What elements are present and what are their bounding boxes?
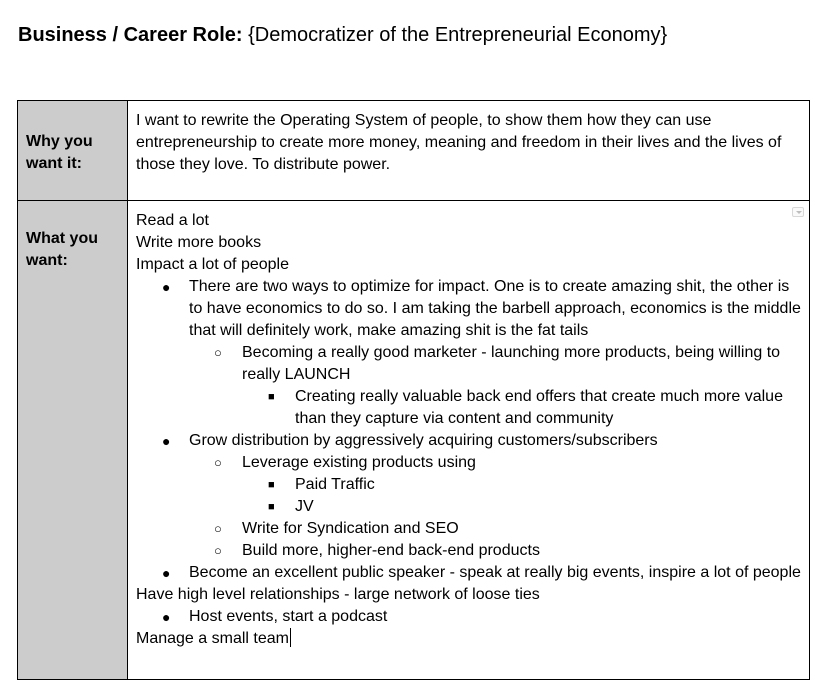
- table-row-what: [18, 201, 810, 680]
- list-item: [189, 518, 801, 540]
- relationships-bullet-list: [136, 606, 801, 628]
- why-label-cell: [18, 101, 128, 201]
- what-line-team: [136, 628, 801, 650]
- sub-sub-bullet-list: [242, 474, 801, 518]
- list-item-text: Build more, higher-end back-end products: [242, 542, 540, 559]
- why-content-cell[interactable]: [128, 101, 810, 201]
- list-item: [189, 540, 801, 562]
- list-item-text: Becoming a really good marketer - launching more products, being willing to really LAUNCH: [242, 344, 781, 383]
- list-item: [136, 430, 801, 562]
- list-item: [242, 474, 801, 496]
- list-item: [242, 386, 801, 430]
- list-item: [189, 342, 801, 430]
- list-item: [136, 562, 801, 584]
- list-item-text: Host events, start a podcast: [189, 608, 388, 625]
- square-bullet-icon: ■: [268, 479, 275, 491]
- role-table: [17, 100, 810, 680]
- heading-label: Business / Career Role:: [18, 24, 243, 46]
- list-item: [136, 276, 801, 430]
- hollow-circle-bullet-icon: ○: [214, 521, 222, 536]
- filled-circle-bullet-icon: ●: [162, 565, 171, 581]
- list-item: [136, 606, 801, 628]
- hollow-circle-bullet-icon: ○: [214, 455, 222, 470]
- why-label-line2: want it:: [26, 155, 82, 172]
- text-cursor: [290, 628, 291, 647]
- what-line-impact: Impact a lot of people: [136, 256, 289, 273]
- list-item-text: Grow distribution by aggressively acquiring customers/subscribers: [189, 432, 658, 449]
- why-label-line1: Why you: [26, 133, 93, 150]
- what-label-line1: What you: [26, 230, 98, 247]
- hollow-circle-bullet-icon: ○: [214, 543, 222, 558]
- list-item-text: There are two ways to optimize for impact. One is to create amazing shit, the other is to have economics to do so. I am taking the barbell approach, economics is the middle that will definitely work, make amazing shit is the fat tails: [189, 278, 801, 339]
- impact-bullet-list: [136, 276, 801, 584]
- what-label-line2: want:: [26, 252, 68, 269]
- list-item-text: JV: [295, 498, 314, 515]
- what-line-write: Write more books: [136, 234, 262, 251]
- what-label-cell: [18, 201, 128, 680]
- what-content-cell[interactable]: [128, 201, 810, 680]
- cell-dropdown-icon[interactable]: [792, 207, 804, 217]
- heading-value: {Democratizer of the Entrepreneurial Economy}: [248, 24, 668, 46]
- list-item-text: Become an excellent public speaker - speak at really big events, inspire a lot of people: [189, 564, 801, 581]
- list-item-text: Paid Traffic: [295, 476, 375, 493]
- hollow-circle-bullet-icon: ○: [214, 345, 222, 360]
- list-item: [242, 496, 801, 518]
- square-bullet-icon: ■: [268, 501, 275, 513]
- list-item-text: Write for Syndication and SEO: [242, 520, 459, 537]
- list-item-text: Creating really valuable back end offers that create much more value than they capture via content and community: [295, 388, 783, 427]
- list-item: [189, 452, 801, 518]
- sub-bullet-list: [189, 452, 801, 562]
- filled-circle-bullet-icon: ●: [162, 609, 171, 625]
- sub-sub-bullet-list: [242, 386, 801, 430]
- what-line-relationships: Have high level relationships - large network of loose ties: [136, 586, 540, 603]
- filled-circle-bullet-icon: ●: [162, 433, 171, 449]
- square-bullet-icon: ■: [268, 391, 275, 403]
- filled-circle-bullet-icon: ●: [162, 279, 171, 295]
- what-line-read: Read a lot: [136, 212, 209, 229]
- table-row-why: [18, 101, 810, 201]
- page-heading: [18, 22, 667, 48]
- sub-bullet-list: [189, 342, 801, 430]
- why-text: I want to rewrite the Operating System of people, to show them how they can use entrepreneurship to create more money, meaning and freedom in their lives and the lives of those they love. To distribute power.: [136, 112, 782, 173]
- list-item-text: Leverage existing products using: [242, 454, 476, 471]
- what-line-team-text: Manage a small team: [136, 630, 289, 647]
